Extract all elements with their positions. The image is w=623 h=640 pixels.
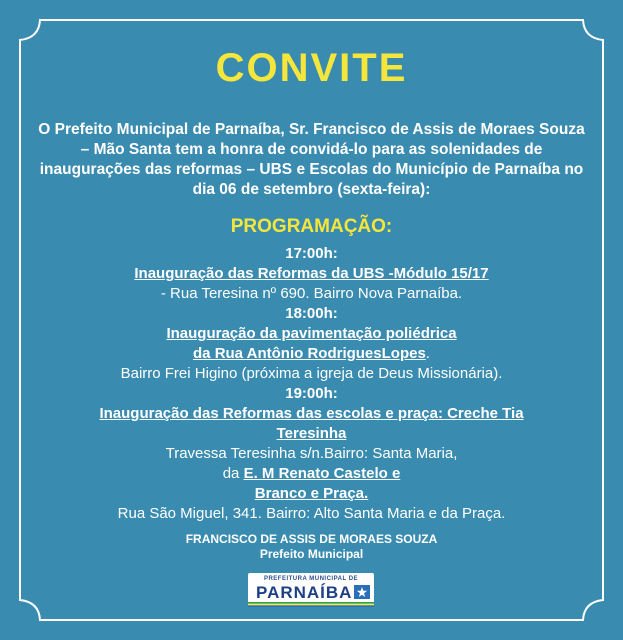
signature-role: Prefeito Municipal [259, 547, 364, 561]
star-icon [354, 585, 370, 599]
address-3: Travessa Teresinha s/n.Bairro: Santa Maria, [165, 445, 458, 462]
da-text: da [222, 465, 240, 482]
invitation-title: CONVITE [215, 46, 408, 90]
event-1: Inauguração das Reformas da UBS -Módulo 15/17 [134, 265, 489, 282]
signature-name: FRANCISCO DE ASSIS DE MORAES SOUZA [185, 532, 438, 546]
event-3-line-2: Teresinha [276, 425, 347, 442]
address-1: - Rua Teresina nº 690. Bairro Nova Parnaíba. [160, 285, 463, 302]
address-2: Bairro Frei Higino (próxima a igreja de Deus Missionária). [120, 365, 503, 382]
logo-main-text: PARNAÍBA [256, 583, 353, 602]
event-3-line-3: E. M Renato Castelo e [243, 465, 401, 482]
logo-small-text: PREFEITURA MUNICIPAL DE [263, 576, 359, 582]
event-2-line-1: Inauguração da pavimentação poliédrica [166, 325, 457, 342]
parnaiba-logo [248, 573, 374, 607]
event-2-line-2: da Rua Antônio RodriguesLopes [193, 345, 426, 362]
intro-text: O Prefeito Municipal de Parnaíba, Sr. Francisco de Assis de Moraes Souza – Mão Santa tem a honra de convidá-lo para as solenidades de inaugurações das reformas – UBS e Escolas do Município de Parnaíba no dia 06 de setembro (sexta-feira): [38, 121, 585, 198]
signature [0, 532, 623, 562]
flag-stripes [248, 602, 374, 607]
time-2: 18:00h: [285, 305, 338, 322]
event-3-line-4: Branco e Praça. [254, 485, 369, 502]
event-3-line-1: Inauguração das Reformas das escolas e praça: Creche Tia [99, 405, 524, 422]
address-4: Rua São Miguel, 341. Bairro: Alto Santa Maria e da Praça. [117, 505, 506, 522]
time-3: 19:00h: [285, 385, 338, 402]
programacao-title: PROGRAMAÇÃO: [230, 216, 393, 237]
schedule: 17:00h: Inauguração das Reformas da UBS -Módulo 15/17 - Rua Teresina nº 690. Bairro Nova Parnaíba. 18:00h: Inauguração da pavimentação poliédrica da Rua Antônio RodriguesLopes. Bairro Frei Higino (próxima a igreja de Deus Missionária). 19:00h: Inauguração das Reformas das escolas e praça: Creche Tia Teresinha Travessa Teresinha s/n.Bairro: Santa Maria, da E. M Renato Castelo e Branco e Praça. Rua São Miguel, 341. Bairro: Alto Santa Maria e da Praça. [0, 244, 623, 524]
time-1: 17:00h: [285, 245, 338, 262]
